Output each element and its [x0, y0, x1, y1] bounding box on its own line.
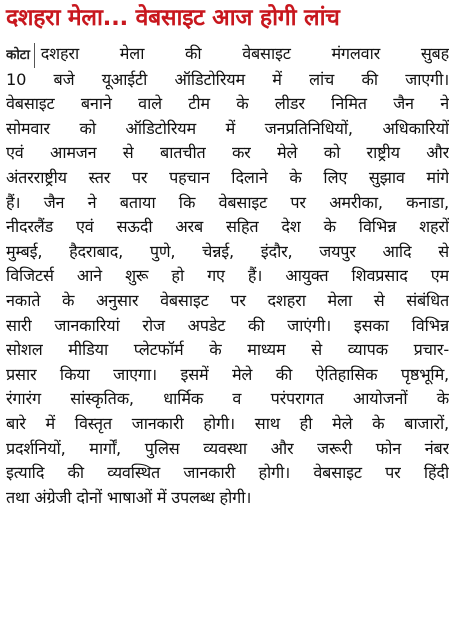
article-line: सोशल मीडिया प्लेटफॉर्म के माध्यम से व्यापक प्रचार- — [6, 340, 449, 360]
article-line: सारी जानकारियां रोज अपडेट की जाएंगी। इसका विभिन्न — [6, 315, 449, 335]
article-body — [6, 42, 449, 510]
article-line: वेबसाइट बनाने वाले टीम के लीडर निमित जैन ने — [6, 94, 449, 114]
article-line: विजिटर्स आने शुरू हो गए हैं। आयुक्त शिवप्रसाद एम — [6, 266, 449, 286]
article-line: तथा अंग्रेजी दोनों भाषाओं में उपलब्ध होगी। — [6, 487, 252, 507]
article-line: कोटा दशहरा मेला की वेबसाइट मंगलवार सुबह — [6, 42, 449, 68]
article-line: अंतरराष्ट्रीय स्तर पर पहचान दिलाने के लिए सुझाव मांगे — [6, 167, 449, 187]
article-line: नकाते के अनुसार वेबसाइट पर दशहरा मेला से संबंधित — [6, 290, 449, 310]
article-line: बारे में विस्तृत जानकारी होगी। साथ ही मेले के बाजारों, — [6, 413, 449, 433]
article-line: सोमवार को ऑडिटोरियम में जनप्रतिनिधियों, अधिकारियों — [6, 118, 449, 138]
article-line: नीदरलैंड एवं सऊदी अरब सहित देश के विभिन्न शहरों — [6, 217, 449, 237]
article-line: मुम्बई, हैदराबाद, पुणे, चेन्नई, इंदौर, जयपुर आदि से — [6, 241, 449, 261]
article-line: 10 बजे यूआईटी ऑडिटोरियम में लांच की जाएगी। — [6, 69, 449, 89]
article-line: प्रदर्शनियों, मार्गों, पुलिस व्यवस्था और जरूरी फोन नंबर — [6, 438, 449, 458]
article-line: प्रसार किया जाएगा। इसमें मेले की ऐतिहासिक पृष्ठभूमि, — [6, 364, 449, 384]
article-line: एवं आमजन से बातचीत कर मेले को राष्ट्रीय और — [6, 143, 449, 163]
article-line: रंगारंग सांस्कृतिक, धार्मिक व परंपरागत आयोजनों के — [6, 389, 449, 409]
dateline: कोटा — [6, 43, 35, 68]
article-headline: दशहरा मेला... वेबसाइट आज होगी लांच — [6, 5, 340, 31]
article-line: हैं। जैन ने बताया कि वेबसाइट पर अमरीका, कनाडा, — [6, 192, 449, 212]
article-line: इत्यादि की व्यवस्थित जानकारी होगी। वेबसाइट पर हिंदी — [6, 463, 449, 483]
